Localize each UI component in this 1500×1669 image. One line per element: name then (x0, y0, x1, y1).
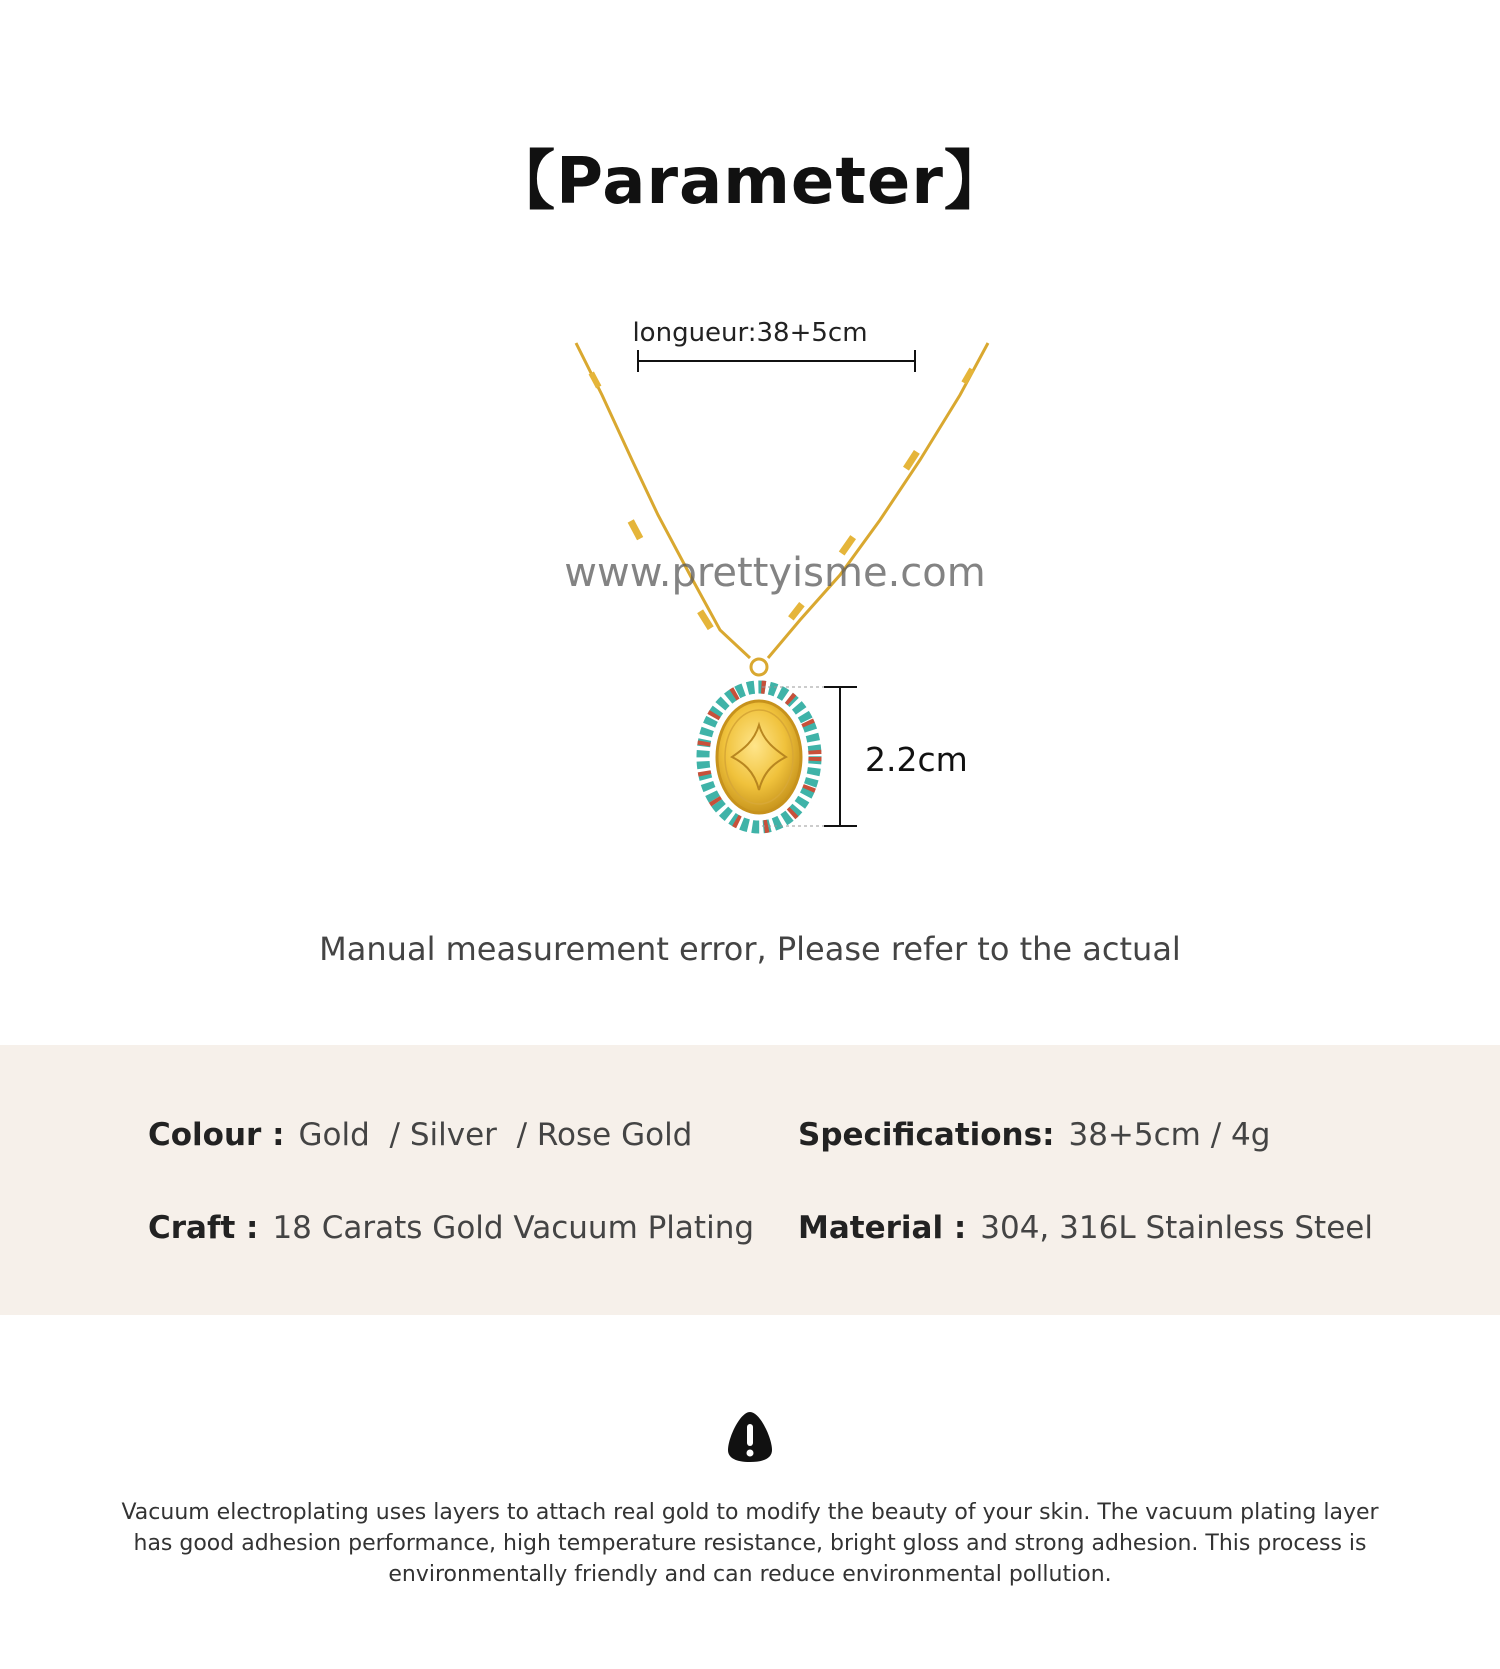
measurement-note: Manual measurement error, Please refer to the actual (319, 930, 1181, 968)
pendant-size-label: 2.2cm (865, 740, 968, 779)
spec-craft (148, 1210, 754, 1246)
spec-band (0, 1045, 1500, 1315)
plating-description: Vacuum electroplating uses layers to attach real gold to modify the beauty of your skin. The vacuum plating layer has good adhesion performance, high temperature resistance, bright gloss and strong adhesion. This process is environmentally friendly and can reduce environmental pollution. (121, 1500, 1379, 1587)
spec-material (798, 1210, 1373, 1246)
chain-left (576, 343, 750, 658)
spec-colour (148, 1117, 692, 1153)
length-dimension (638, 350, 915, 372)
page-title: 【Parameter】 (491, 145, 1009, 219)
spec-craft-label: Craft : (148, 1210, 259, 1246)
watermark: www.prettyisme.com (564, 550, 986, 596)
exclamation-icon (726, 1410, 774, 1464)
spec-material-label: Material : (798, 1210, 967, 1246)
spec-material-value: 304, 316L Stainless Steel (980, 1210, 1373, 1246)
spec-specifications-label: Specifications: (798, 1117, 1055, 1153)
spec-specifications-value: 38+5cm / 4g (1068, 1117, 1271, 1153)
pendant-height-dimension (824, 687, 857, 826)
spec-colour-label: Colour : (148, 1117, 285, 1153)
length-label: longueur:38+5cm (632, 318, 868, 348)
spec-specifications (798, 1117, 1270, 1153)
spec-colour-value: Gold / Silver / Rose Gold (298, 1117, 693, 1153)
spec-craft-value: 18 Carats Gold Vacuum Plating (272, 1210, 755, 1246)
necklace-figure (540, 310, 1010, 870)
